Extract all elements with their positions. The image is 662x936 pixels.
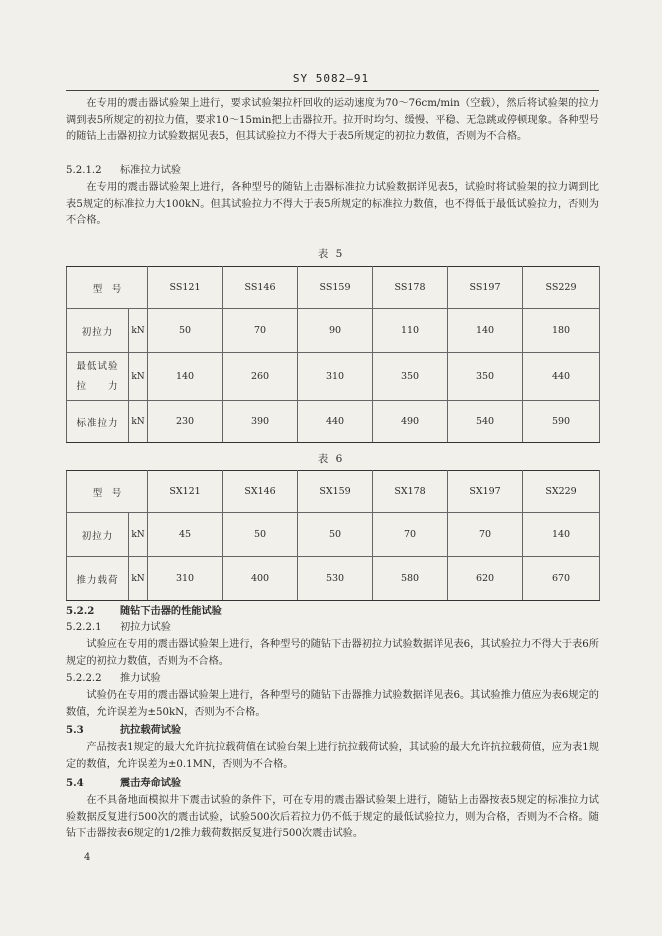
paragraph-down-jar-initial-pull: 试验应在专用的震击器试验架上进行，各种型号的随钻下击器初拉力试验数据详见表6，其试验拉力不得大于表6所规定的初拉力数值，否则为不合格。 bbox=[66, 639, 599, 667]
row-label-line2: 拉 力 bbox=[76, 380, 119, 392]
table5-model: SS229 bbox=[523, 267, 600, 309]
table-cell: 90 bbox=[298, 309, 373, 353]
row-label: 初拉力 bbox=[67, 309, 129, 353]
paragraph-jarring-life-test: 在不具备地面模拟井下震击试验的条件下，可在专用的震击器试验架上进行，随钻上击器按表5规定的标准拉力试验数据反复进行500次的震击试验，试验500次后若拉力仍不低于规定的最低试验拉力，则为合格，否则为不合格。随钻下击器按表6规定的1/2推力载荷数据反复进行500次震击试验。 bbox=[66, 795, 599, 839]
table-cell: 70 bbox=[448, 513, 523, 557]
table-cell: 260 bbox=[223, 353, 298, 401]
table-cell: 350 bbox=[448, 353, 523, 401]
row-unit: kN bbox=[129, 557, 148, 601]
table-cell: 140 bbox=[148, 353, 223, 401]
heading-5-2-1-2 bbox=[66, 163, 181, 179]
row-unit: kN bbox=[129, 309, 148, 353]
table5-model-header: 型 号 bbox=[67, 267, 148, 309]
table5-row-initial-pull bbox=[67, 309, 600, 353]
row-unit: kN bbox=[129, 513, 148, 557]
table-cell: 70 bbox=[223, 309, 298, 353]
table-cell: 50 bbox=[298, 513, 373, 557]
table5-model: SS146 bbox=[223, 267, 298, 309]
table-cell: 140 bbox=[523, 513, 600, 557]
table-cell: 620 bbox=[448, 557, 523, 601]
table-cell: 580 bbox=[373, 557, 448, 601]
table6-model: SX146 bbox=[223, 471, 298, 513]
table6-header-row bbox=[67, 471, 600, 513]
heading-title: 随钻下击器的性能试验 bbox=[120, 605, 222, 617]
standard-code: SY 5082—91 bbox=[292, 72, 370, 85]
table6-row-initial-pull bbox=[67, 513, 600, 557]
row-label: 标准拉力 bbox=[67, 401, 129, 443]
table6 bbox=[66, 470, 600, 601]
table-cell: 310 bbox=[148, 557, 223, 601]
heading-title: 震击寿命试验 bbox=[120, 777, 182, 789]
table-cell: 140 bbox=[448, 309, 523, 353]
table6-model: SX178 bbox=[373, 471, 448, 513]
table-cell: 310 bbox=[298, 353, 373, 401]
table6-model: SX121 bbox=[148, 471, 223, 513]
heading-title: 标准拉力试验 bbox=[120, 165, 182, 176]
heading-title: 初拉力试验 bbox=[120, 622, 171, 633]
table-cell: 590 bbox=[523, 401, 600, 443]
paragraph-initial-pull-procedure: 在专用的震击器试验架上进行，要求试验架拉杆回收的运动速度为70～76cm/min（空载），然后将试验架的拉力调到表5所规定的初拉力值，要求10～15min把上击器拉开。拉开时均匀、缓慢、平稳、无急跳或停顿现象。各种型号的随钻上击器初拉力试验数据见表5，但其试验拉力不得大于表5所规定的初拉力数值，否则为不合格。 bbox=[66, 98, 599, 142]
heading-number: 5.2.2 bbox=[66, 605, 95, 617]
row-label: 初拉力 bbox=[67, 513, 129, 557]
paragraph-tensile-load-test: 产品按表1规定的最大允许抗拉载荷值在试验台架上进行抗拉载荷试验，其试验的最大允许抗拉载荷值，应为表1规定的数值，允许误差为±0.1MN，否则为不合格。 bbox=[66, 742, 599, 770]
table-cell: 390 bbox=[223, 401, 298, 443]
table6-model-header: 型 号 bbox=[67, 471, 148, 513]
heading-5-2-2-2 bbox=[66, 671, 161, 687]
table-cell: 50 bbox=[223, 513, 298, 557]
table6-row-thrust-load bbox=[67, 557, 600, 601]
table6-caption: 表 6 bbox=[317, 453, 345, 465]
table-cell: 70 bbox=[373, 513, 448, 557]
table6-model: SX197 bbox=[448, 471, 523, 513]
table-cell: 540 bbox=[448, 401, 523, 443]
table-cell: 230 bbox=[148, 401, 223, 443]
page-number: 4 bbox=[84, 852, 91, 863]
heading-5-3 bbox=[66, 722, 181, 738]
paragraph-standard-pull-test: 在专用的震击器试验架上进行，各种型号的随钻上击器标准拉力试验数据详见表5，试验时将试验架的拉力调到比表5规定的标准拉力大100kN。但其试验拉力不得大于表5所规定的标准拉力数值，也不得低于最低试验拉力，否则为不合格。 bbox=[66, 182, 599, 226]
heading-number: 5.4 bbox=[66, 777, 84, 789]
table5-row-min-test-pull bbox=[67, 353, 600, 401]
row-unit: kN bbox=[129, 401, 148, 443]
table-cell: 180 bbox=[523, 309, 600, 353]
heading-5-2-2-1 bbox=[66, 620, 171, 636]
header-rule bbox=[66, 90, 599, 91]
table5-model: SS178 bbox=[373, 267, 448, 309]
table-cell: 110 bbox=[373, 309, 448, 353]
table-cell: 670 bbox=[523, 557, 600, 601]
table6-model: SX159 bbox=[298, 471, 373, 513]
table5 bbox=[66, 266, 600, 443]
row-unit: kN bbox=[129, 353, 148, 401]
heading-title: 推力试验 bbox=[120, 673, 161, 684]
table5-model: SS121 bbox=[148, 267, 223, 309]
table5-model: SS159 bbox=[298, 267, 373, 309]
paragraph-thrust-test: 试验仍在专用的震击器试验架上进行，各种型号的随钻下击器推力试验数据详见表6。其试验推力值应为表6规定的数值，允许误差为±50kN，否则为不合格。 bbox=[66, 690, 599, 718]
heading-number: 5.2.2.2 bbox=[66, 673, 102, 684]
heading-5-4 bbox=[66, 775, 181, 791]
table-cell: 440 bbox=[523, 353, 600, 401]
table-cell: 400 bbox=[223, 557, 298, 601]
heading-number: 5.3 bbox=[66, 724, 84, 736]
heading-number: 5.2.2.1 bbox=[66, 622, 102, 633]
heading-5-2-2 bbox=[66, 603, 222, 619]
heading-title: 抗拉载荷试验 bbox=[120, 724, 182, 736]
table5-model: SS197 bbox=[448, 267, 523, 309]
table-cell: 440 bbox=[298, 401, 373, 443]
table-cell: 350 bbox=[373, 353, 448, 401]
table5-caption: 表 5 bbox=[317, 248, 345, 260]
table6-model: SX229 bbox=[523, 471, 600, 513]
table-cell: 490 bbox=[373, 401, 448, 443]
row-label: 推力载荷 bbox=[67, 557, 129, 601]
table-cell: 50 bbox=[148, 309, 223, 353]
table5-row-standard-pull bbox=[67, 401, 600, 443]
table5-header-row bbox=[67, 267, 600, 309]
table-cell: 530 bbox=[298, 557, 373, 601]
heading-number: 5.2.1.2 bbox=[66, 165, 102, 176]
table-cell: 45 bbox=[148, 513, 223, 557]
row-label bbox=[67, 353, 129, 401]
row-label-line1: 最低试验 bbox=[76, 360, 119, 372]
